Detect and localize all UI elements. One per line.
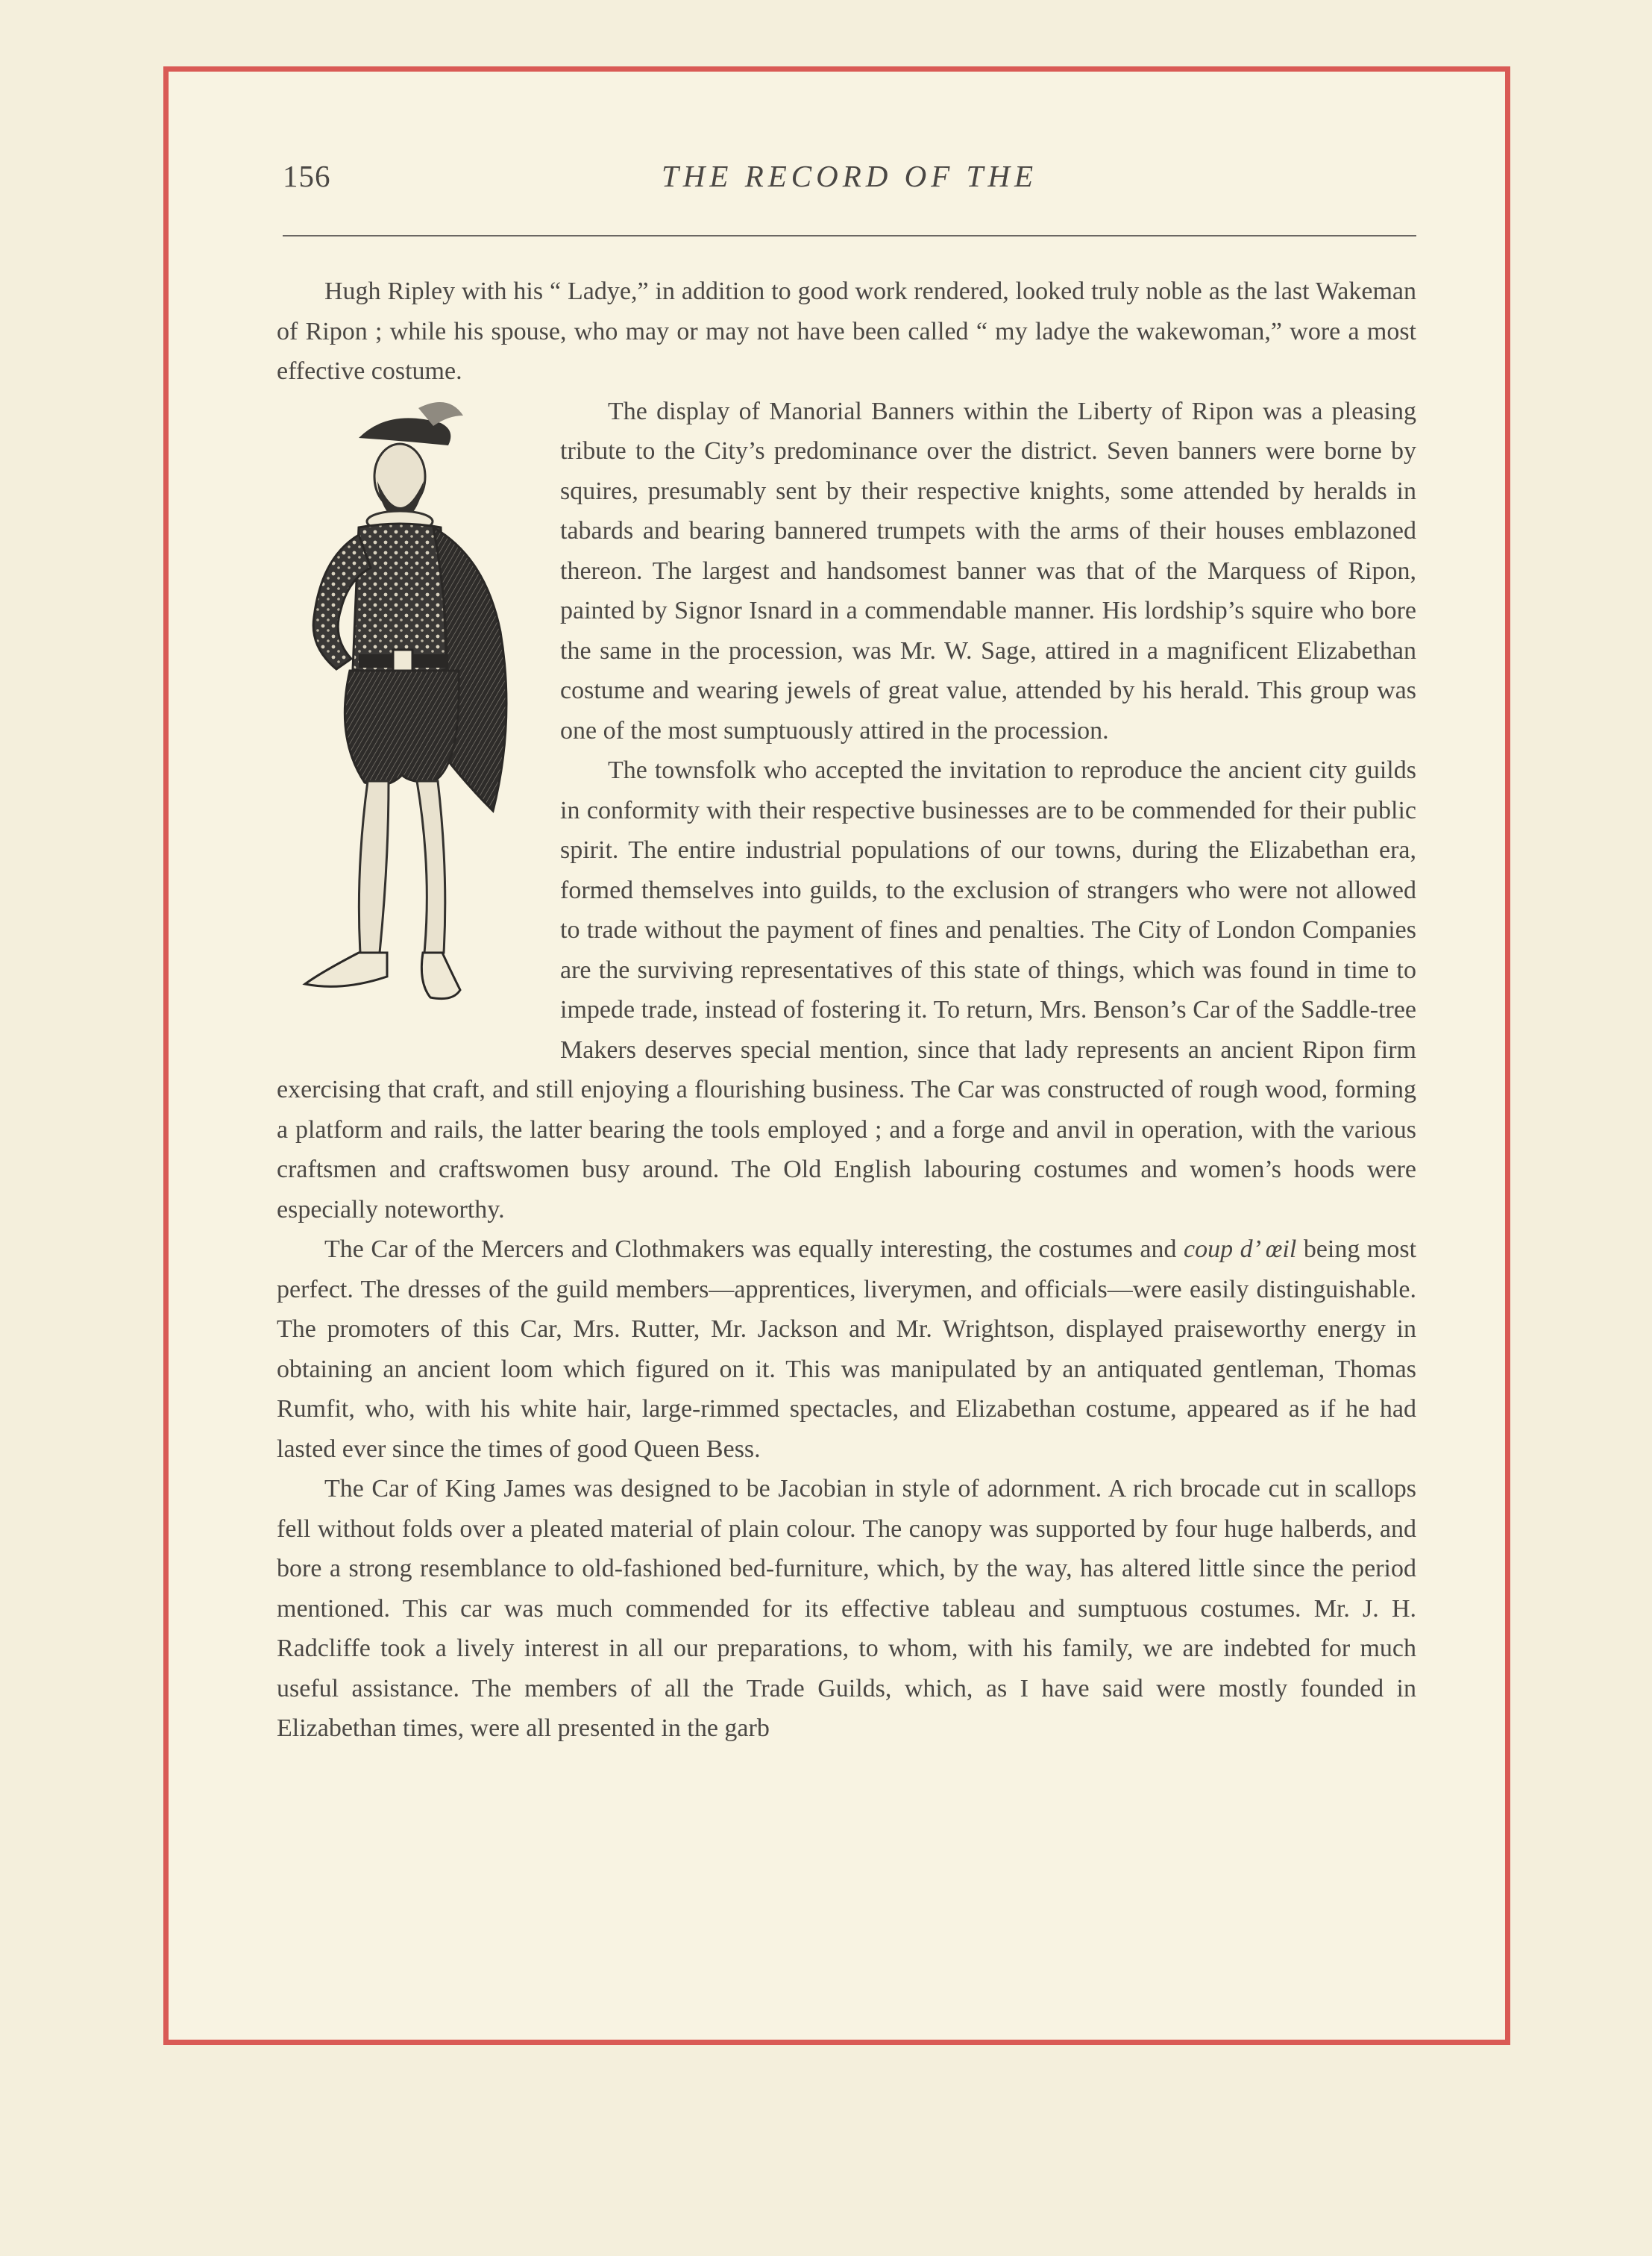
paragraph-4 — [277, 1229, 1416, 1469]
paragraph-2: The display of Manorial Banners within the Liberty of Ripon was a pleasing tribute to the City’s predominance over the district. Seven banners were borne by squires, presumably sent by their respective knights, some attended by heralds in tabards and bearing bannered trumpets with the arms of their houses emblazoned thereon. The largest and handsomest banner was that of the Marquess of Ripon, painted by Signor Isnard in a commendable manner. His lordship’s squire who bore the same in the procession, was Mr. W. Sage, attired in a magnificent Elizabethan costume and wearing jewels of great value, attended by his herald. This group was one of the most sumptuously attired in the procession. — [560, 397, 1416, 745]
elizabethan-gentleman-engraving-icon — [247, 393, 545, 1051]
paragraph-1: Hugh Ripley with his “ Ladye,” in addition to good work rendered, looked truly noble as the last Wakeman of Ripon ; while his spouse, who may or may not have been called “ my ladye the wakewoman,” wore a most effective costume. — [277, 278, 1416, 385]
paragraph-4-end: being most perfect. The dresses of the guild members—apprentices, liverymen, and officials—were easily distinguishable. The promoters of this Car, Mrs. Rutter, Mr. Jackson and Mr. Wrightson, displayed praiseworthy energy in obtaining an ancient loom which figured on it. This was manipulated by an antiquated gentleman, Thomas Rumfit, who, with his white hair, large-rimmed spectacles, and Elizabethan costume, appeared as if he had lasted ever since the times of good Queen Bess. — [277, 1235, 1417, 1463]
paragraph-4-start: The Car of the Mercers and Clothmakers was equally interesting, the costumes and — [324, 1235, 1184, 1263]
body-text — [277, 272, 1416, 1749]
paragraph-5: The Car of King James was designed to be Jacobian in style of adornment. A rich brocade cut in scallops fell without folds over a pleated material of plain colour. The canopy was supported by four huge halberds, and bore a strong resemblance to old-fashioned bed-furniture, which, by the way, has altered little since the period mentioned. This car was much commended for its effective tableau and sumptuous costumes. Mr. J. H. Radcliffe took a lively interest in all our preparations, to whom, with his family, we are indebted for much useful assistance. The members of all the Trade Guilds, which, as I have said were mostly founded in Elizabethan times, were all presented in the garb — [277, 1475, 1416, 1742]
running-head: THE RECORD OF THE — [661, 159, 1037, 193]
header-rule — [283, 235, 1416, 236]
paragraph-4-italic-phrase: coup d’ œil — [1184, 1235, 1297, 1263]
page-header — [283, 158, 1416, 203]
paragraph-3: The townsfolk who accepted the invitation to reproduce the ancient city guilds in conformity with their respective businesses are to be commended for their public spirit. The entire industrial populations of our towns, during the Elizabethan era, formed themselves into guilds, to the exclusion of strangers who were not allowed to trade without the payment of fines and penalties. The City of London Companies are the surviving representatives of this state of things, which was found in time to impede trade, instead of fostering it. To return, Mrs. Benson’s Car of the Saddle-tree Makers deserves special mention, since that lady represents an ancient Ripon firm exercising that craft, and still enjoying a flourishing business. The Car was constructed of rough wood, forming a platform and rails, the latter bearing the tools employed ; and a forge and anvil in operation, with the various craftsmen and craftswomen busy around. The Old English labouring costumes and women’s hoods were especially noteworthy. — [277, 756, 1416, 1223]
page-number: 156 — [283, 159, 331, 193]
elizabethan-gentleman-figure — [247, 393, 545, 1051]
